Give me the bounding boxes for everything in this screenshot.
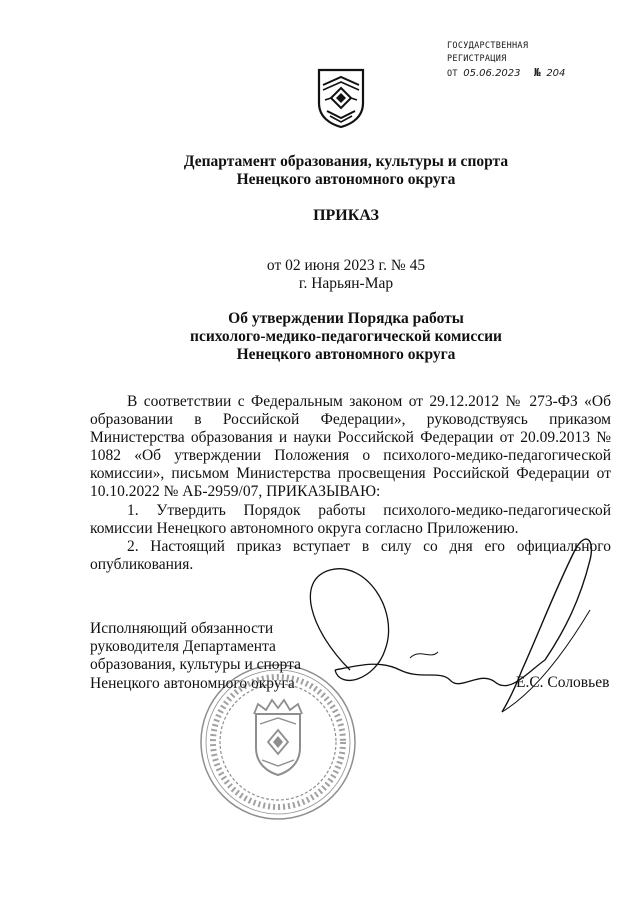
signatory-position-line1: Исполняющий обязанности [90, 620, 274, 637]
preamble-paragraph: В соответствии с Федеральным законом от 29.12.2012 № 273-ФЗ «Об образовании в Российской Федерации», руководствуясь приказом Министерства образования и науки Российской Федерации от 20.09.2013 № 1082 «Об утверждении Положения о психолого-медико-педагогической комиссии», письмом Министерства просвещения Российской Федерации от 10.10.2022 № АБ-2959/07, ПРИКАЗЫВАЮ: [90, 393, 611, 501]
handwritten-signature-icon [290, 520, 620, 730]
department-line1: Департамент образования, культуры и спорта [183, 153, 509, 170]
registration-stamp-date-row [447, 66, 637, 81]
registration-stamp [447, 40, 637, 81]
subject-line3: Ненецкого автономного округа [236, 346, 456, 363]
signatory-position-line4: Ненецкого автономного округа [90, 674, 295, 692]
order-item-2: 2. Настоящий приказ вступает в силу со дня его официального опубликования. [90, 537, 611, 573]
subject-line1: Об утверждении Порядка работы [228, 310, 464, 327]
nao-coat-of-arms-icon [316, 67, 366, 129]
department-line2: Ненецкого автономного округа [236, 171, 456, 188]
order-date-number: от 02 июня 2023 г. № 45 [266, 257, 426, 274]
registration-date-prefix: ОТ [447, 69, 458, 79]
signatory-position-line2: руководителя Департамента [90, 638, 276, 656]
order-item-1: 1. Утвердить Порядок работы психолого-медико-педагогической комиссии Ненецкого автономного округа согласно Приложению. [90, 501, 611, 537]
registration-stamp-line2: РЕГИСТРАЦИЯ [447, 54, 507, 64]
registration-number-prefix: № [533, 66, 541, 79]
subject-line2: психолого-медико-педагогической комиссии [190, 328, 502, 345]
doc-type-title: ПРИКАЗ [313, 207, 379, 224]
signatory-position-line3: образования, культуры и спорта [90, 656, 301, 674]
registration-stamp-line1: ГОСУДАРСТВЕННАЯ [447, 41, 529, 51]
registration-date: 05.06.2023 [463, 68, 521, 79]
signatory-name: Е.С. Соловьев [516, 674, 610, 691]
order-city: г. Нарьян-Мар [298, 275, 394, 292]
registration-number: 204 [546, 68, 566, 79]
